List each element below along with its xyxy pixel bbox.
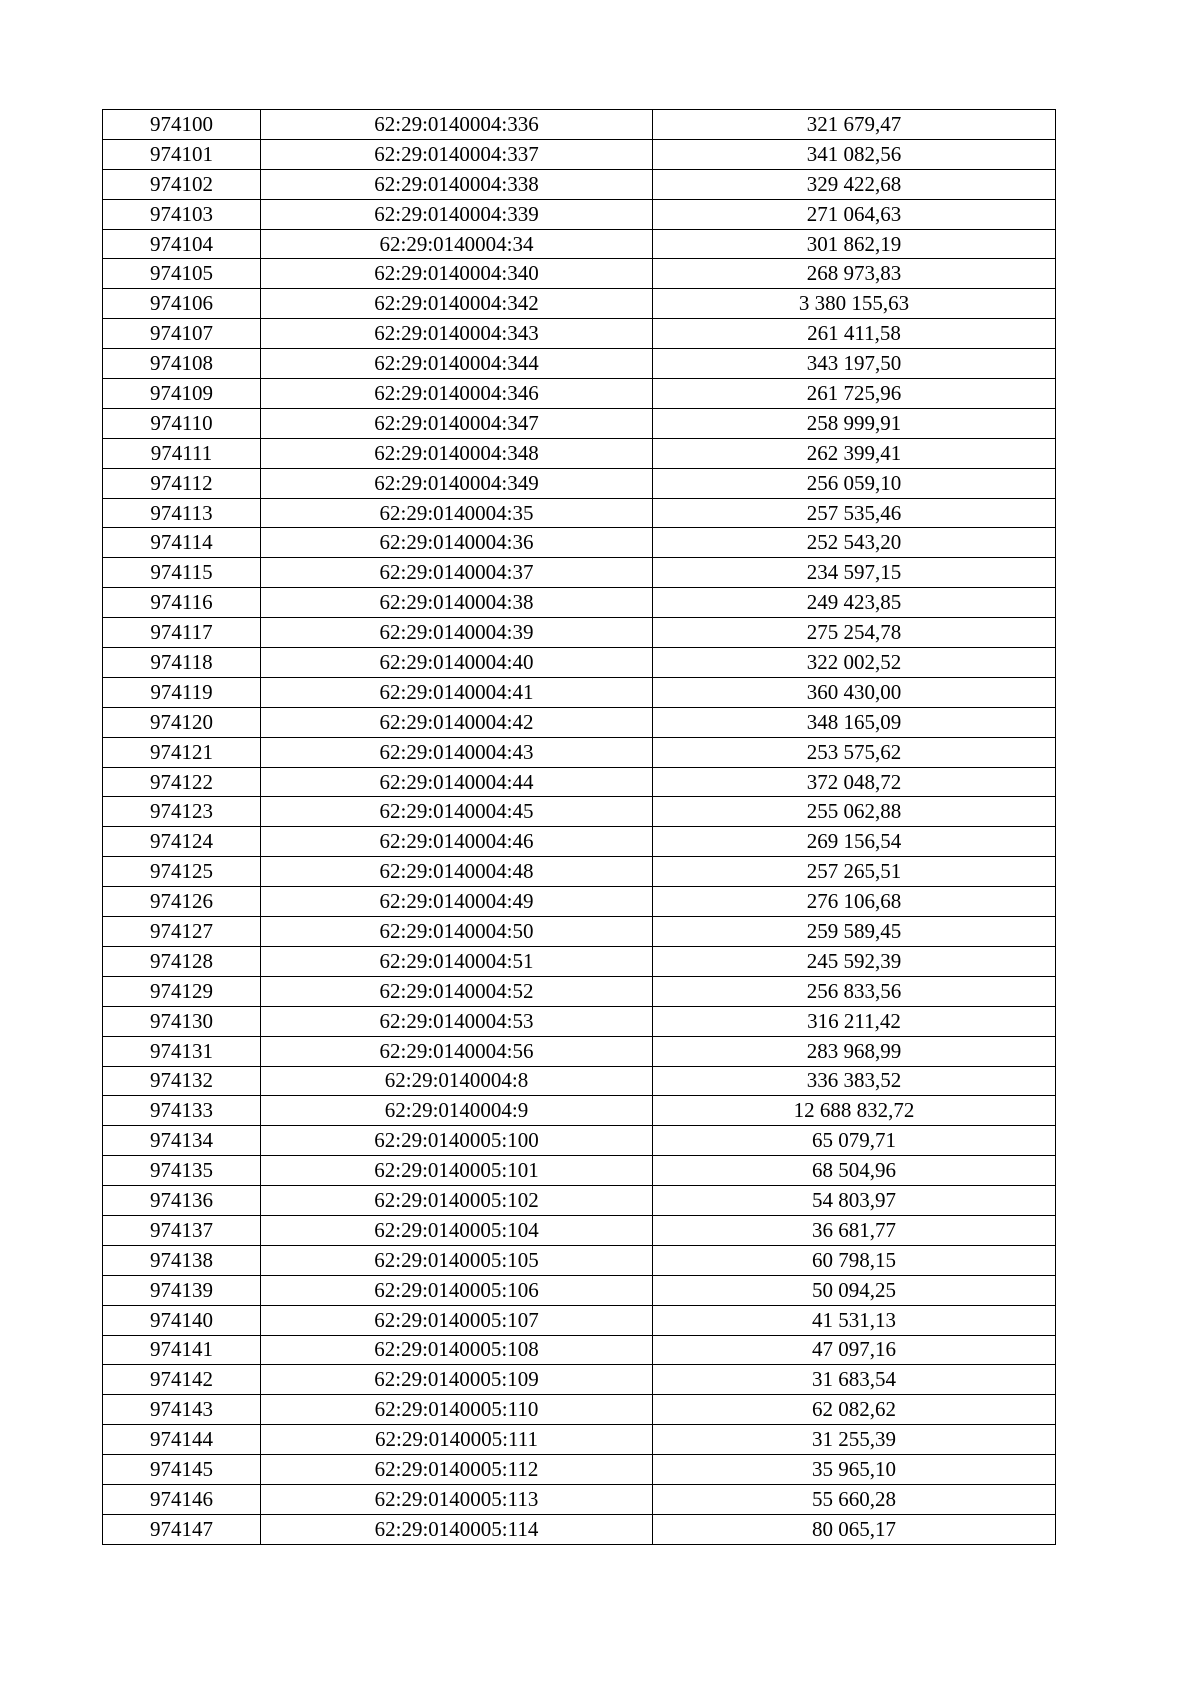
table-body (103, 110, 1056, 1545)
row-number-cell: 974113 (103, 498, 261, 528)
value-cell: 268 973,83 (653, 259, 1056, 289)
cadastral-number-cell: 62:29:0140004:43 (261, 737, 653, 767)
table-row (103, 1335, 1056, 1365)
value-cell: 31 255,39 (653, 1425, 1056, 1455)
cadastral-number-cell: 62:29:0140005:114 (261, 1514, 653, 1544)
value-cell: 316 211,42 (653, 1006, 1056, 1036)
value-cell: 321 679,47 (653, 110, 1056, 140)
table-row (103, 618, 1056, 648)
table-row (103, 110, 1056, 140)
cadastral-number-cell: 62:29:0140005:111 (261, 1425, 653, 1455)
row-number-cell: 974147 (103, 1514, 261, 1544)
value-cell: 60 798,15 (653, 1245, 1056, 1275)
table-row (103, 648, 1056, 678)
value-cell: 262 399,41 (653, 438, 1056, 468)
value-cell: 68 504,96 (653, 1156, 1056, 1186)
value-cell: 234 597,15 (653, 558, 1056, 588)
cadastral-number-cell: 62:29:0140004:39 (261, 618, 653, 648)
cadastral-number-cell: 62:29:0140004:340 (261, 259, 653, 289)
cadastral-number-cell: 62:29:0140004:344 (261, 349, 653, 379)
cadastral-number-cell: 62:29:0140004:44 (261, 767, 653, 797)
table-row (103, 379, 1056, 409)
value-cell: 372 048,72 (653, 767, 1056, 797)
cadastral-number-cell: 62:29:0140005:107 (261, 1305, 653, 1335)
table-row (103, 917, 1056, 947)
table-row (103, 1215, 1056, 1245)
value-cell: 31 683,54 (653, 1365, 1056, 1395)
cadastral-number-cell: 62:29:0140004:50 (261, 917, 653, 947)
table-row (103, 408, 1056, 438)
cadastral-number-cell: 62:29:0140005:108 (261, 1335, 653, 1365)
cadastral-number-cell: 62:29:0140004:339 (261, 199, 653, 229)
cadastral-number-cell: 62:29:0140004:8 (261, 1066, 653, 1096)
value-cell: 256 059,10 (653, 468, 1056, 498)
value-cell: 348 165,09 (653, 707, 1056, 737)
value-cell: 360 430,00 (653, 677, 1056, 707)
cadastral-number-cell: 62:29:0140004:48 (261, 857, 653, 887)
table-row (103, 1126, 1056, 1156)
table-row (103, 319, 1056, 349)
table-row (103, 1425, 1056, 1455)
row-number-cell: 974104 (103, 229, 261, 259)
value-cell: 255 062,88 (653, 797, 1056, 827)
row-number-cell: 974112 (103, 468, 261, 498)
cadastral-number-cell: 62:29:0140004:343 (261, 319, 653, 349)
row-number-cell: 974101 (103, 139, 261, 169)
table-row (103, 199, 1056, 229)
value-cell: 343 197,50 (653, 349, 1056, 379)
value-cell: 301 862,19 (653, 229, 1056, 259)
row-number-cell: 974138 (103, 1245, 261, 1275)
row-number-cell: 974127 (103, 917, 261, 947)
table-row (103, 677, 1056, 707)
table-row (103, 1305, 1056, 1335)
value-cell: 54 803,97 (653, 1186, 1056, 1216)
table-row (103, 857, 1056, 887)
row-number-cell: 974106 (103, 289, 261, 319)
value-cell: 55 660,28 (653, 1484, 1056, 1514)
value-cell: 341 082,56 (653, 139, 1056, 169)
data-table (102, 109, 1056, 1545)
row-number-cell: 974122 (103, 767, 261, 797)
row-number-cell: 974129 (103, 976, 261, 1006)
table-row (103, 1365, 1056, 1395)
value-cell: 80 065,17 (653, 1514, 1056, 1544)
row-number-cell: 974134 (103, 1126, 261, 1156)
value-cell: 261 411,58 (653, 319, 1056, 349)
row-number-cell: 974136 (103, 1186, 261, 1216)
value-cell: 276 106,68 (653, 887, 1056, 917)
value-cell: 50 094,25 (653, 1275, 1056, 1305)
row-number-cell: 974135 (103, 1156, 261, 1186)
cadastral-number-cell: 62:29:0140004:9 (261, 1096, 653, 1126)
value-cell: 252 543,20 (653, 528, 1056, 558)
cadastral-number-cell: 62:29:0140005:101 (261, 1156, 653, 1186)
value-cell: 35 965,10 (653, 1455, 1056, 1485)
row-number-cell: 974100 (103, 110, 261, 140)
value-cell: 259 589,45 (653, 917, 1056, 947)
value-cell: 47 097,16 (653, 1335, 1056, 1365)
cadastral-number-cell: 62:29:0140004:56 (261, 1036, 653, 1066)
row-number-cell: 974144 (103, 1425, 261, 1455)
row-number-cell: 974125 (103, 857, 261, 887)
table-row (103, 1036, 1056, 1066)
cadastral-number-cell: 62:29:0140004:349 (261, 468, 653, 498)
row-number-cell: 974109 (103, 379, 261, 409)
table-row (103, 528, 1056, 558)
cadastral-number-cell: 62:29:0140004:53 (261, 1006, 653, 1036)
table-row (103, 229, 1056, 259)
table-row (103, 558, 1056, 588)
value-cell: 283 968,99 (653, 1036, 1056, 1066)
row-number-cell: 974123 (103, 797, 261, 827)
cadastral-number-cell: 62:29:0140004:51 (261, 946, 653, 976)
value-cell: 275 254,78 (653, 618, 1056, 648)
row-number-cell: 974116 (103, 588, 261, 618)
cadastral-number-cell: 62:29:0140004:52 (261, 976, 653, 1006)
cadastral-number-cell: 62:29:0140005:104 (261, 1215, 653, 1245)
table-row (103, 1455, 1056, 1485)
row-number-cell: 974110 (103, 408, 261, 438)
row-number-cell: 974124 (103, 827, 261, 857)
table-row (103, 887, 1056, 917)
row-number-cell: 974139 (103, 1275, 261, 1305)
value-cell: 261 725,96 (653, 379, 1056, 409)
table-row (103, 707, 1056, 737)
cadastral-number-cell: 62:29:0140004:338 (261, 169, 653, 199)
row-number-cell: 974102 (103, 169, 261, 199)
table-row (103, 259, 1056, 289)
row-number-cell: 974114 (103, 528, 261, 558)
cadastral-number-cell: 62:29:0140004:42 (261, 707, 653, 737)
cadastral-number-cell: 62:29:0140004:45 (261, 797, 653, 827)
row-number-cell: 974105 (103, 259, 261, 289)
cadastral-number-cell: 62:29:0140005:109 (261, 1365, 653, 1395)
cadastral-number-cell: 62:29:0140005:113 (261, 1484, 653, 1514)
cadastral-number-cell: 62:29:0140004:337 (261, 139, 653, 169)
table-row (103, 139, 1056, 169)
cadastral-number-cell: 62:29:0140004:38 (261, 588, 653, 618)
row-number-cell: 974133 (103, 1096, 261, 1126)
cadastral-number-cell: 62:29:0140005:102 (261, 1186, 653, 1216)
value-cell: 249 423,85 (653, 588, 1056, 618)
table-row (103, 349, 1056, 379)
table-row (103, 1395, 1056, 1425)
table-row (103, 946, 1056, 976)
value-cell: 253 575,62 (653, 737, 1056, 767)
row-number-cell: 974126 (103, 887, 261, 917)
cadastral-number-cell: 62:29:0140005:105 (261, 1245, 653, 1275)
row-number-cell: 974117 (103, 618, 261, 648)
row-number-cell: 974103 (103, 199, 261, 229)
table-row (103, 1245, 1056, 1275)
table-row (103, 1066, 1056, 1096)
value-cell: 256 833,56 (653, 976, 1056, 1006)
value-cell: 3 380 155,63 (653, 289, 1056, 319)
cadastral-number-cell: 62:29:0140004:336 (261, 110, 653, 140)
value-cell: 245 592,39 (653, 946, 1056, 976)
row-number-cell: 974115 (103, 558, 261, 588)
row-number-cell: 974141 (103, 1335, 261, 1365)
row-number-cell: 974108 (103, 349, 261, 379)
row-number-cell: 974119 (103, 677, 261, 707)
row-number-cell: 974143 (103, 1395, 261, 1425)
cadastral-number-cell: 62:29:0140004:40 (261, 648, 653, 678)
row-number-cell: 974142 (103, 1365, 261, 1395)
row-number-cell: 974131 (103, 1036, 261, 1066)
value-cell: 62 082,62 (653, 1395, 1056, 1425)
table-row (103, 976, 1056, 1006)
table-row (103, 737, 1056, 767)
cadastral-number-cell: 62:29:0140004:37 (261, 558, 653, 588)
row-number-cell: 974121 (103, 737, 261, 767)
value-cell: 41 531,13 (653, 1305, 1056, 1335)
value-cell: 257 265,51 (653, 857, 1056, 887)
cadastral-number-cell: 62:29:0140004:35 (261, 498, 653, 528)
cadastral-number-cell: 62:29:0140004:49 (261, 887, 653, 917)
table-row (103, 797, 1056, 827)
row-number-cell: 974130 (103, 1006, 261, 1036)
value-cell: 65 079,71 (653, 1126, 1056, 1156)
cadastral-number-cell: 62:29:0140005:100 (261, 1126, 653, 1156)
table-row (103, 438, 1056, 468)
value-cell: 36 681,77 (653, 1215, 1056, 1245)
value-cell: 336 383,52 (653, 1066, 1056, 1096)
value-cell: 271 064,63 (653, 199, 1056, 229)
row-number-cell: 974140 (103, 1305, 261, 1335)
value-cell: 12 688 832,72 (653, 1096, 1056, 1126)
cadastral-number-cell: 62:29:0140005:106 (261, 1275, 653, 1305)
table-row (103, 1096, 1056, 1126)
cadastral-number-cell: 62:29:0140004:41 (261, 677, 653, 707)
row-number-cell: 974118 (103, 648, 261, 678)
value-cell: 329 422,68 (653, 169, 1056, 199)
row-number-cell: 974146 (103, 1484, 261, 1514)
table-row (103, 827, 1056, 857)
table-row (103, 468, 1056, 498)
row-number-cell: 974145 (103, 1455, 261, 1485)
table-row (103, 1006, 1056, 1036)
table-row (103, 588, 1056, 618)
cadastral-number-cell: 62:29:0140005:112 (261, 1455, 653, 1485)
table-row (103, 1514, 1056, 1544)
cadastral-number-cell: 62:29:0140004:342 (261, 289, 653, 319)
value-cell: 269 156,54 (653, 827, 1056, 857)
row-number-cell: 974111 (103, 438, 261, 468)
table-row (103, 767, 1056, 797)
cadastral-number-cell: 62:29:0140004:36 (261, 528, 653, 558)
table-row (103, 1186, 1056, 1216)
row-number-cell: 974137 (103, 1215, 261, 1245)
row-number-cell: 974132 (103, 1066, 261, 1096)
value-cell: 257 535,46 (653, 498, 1056, 528)
table-row (103, 169, 1056, 199)
value-cell: 322 002,52 (653, 648, 1056, 678)
table-row (103, 289, 1056, 319)
table-row (103, 498, 1056, 528)
cadastral-number-cell: 62:29:0140004:347 (261, 408, 653, 438)
table-row (103, 1156, 1056, 1186)
table-row (103, 1275, 1056, 1305)
cadastral-number-cell: 62:29:0140004:46 (261, 827, 653, 857)
table-row (103, 1484, 1056, 1514)
cadastral-number-cell: 62:29:0140005:110 (261, 1395, 653, 1425)
cadastral-number-cell: 62:29:0140004:348 (261, 438, 653, 468)
cadastral-number-cell: 62:29:0140004:346 (261, 379, 653, 409)
row-number-cell: 974107 (103, 319, 261, 349)
cadastral-number-cell: 62:29:0140004:34 (261, 229, 653, 259)
value-cell: 258 999,91 (653, 408, 1056, 438)
row-number-cell: 974120 (103, 707, 261, 737)
row-number-cell: 974128 (103, 946, 261, 976)
